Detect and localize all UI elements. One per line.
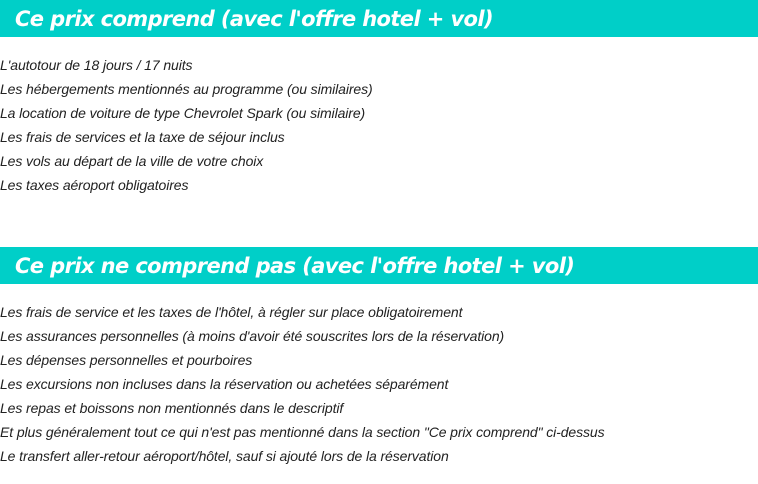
included-section-header	[0, 0, 758, 37]
included-items-list	[0, 53, 373, 197]
excluded-section-title: Ce prix ne comprend pas (avec l'offre hotel + vol)	[15, 253, 575, 278]
list-item: Et plus généralement tout ce qui n'est pas mentionné dans la section "Ce prix comprend" ci-dessus	[0, 424, 605, 440]
list-item: Les repas et boissons non mentionnés dans le descriptif	[0, 400, 344, 416]
list-item: Les excursions non incluses dans la réservation ou achetées séparément	[0, 376, 449, 392]
list-item: Les taxes aéroport obligatoires	[0, 177, 189, 193]
included-section-title: Ce prix comprend (avec l'offre hotel + vol)	[15, 6, 493, 31]
list-item: Le transfert aller-retour aéroport/hôtel, sauf si ajouté lors de la réservation	[0, 448, 449, 464]
list-item: Les vols au départ de la ville de votre choix	[0, 153, 264, 169]
excluded-items-list	[0, 300, 604, 468]
list-item: Les dépenses personnelles et pourboires	[0, 352, 253, 368]
excluded-section-header	[0, 247, 758, 284]
list-item: Les frais de services et la taxe de séjour inclus	[0, 129, 285, 145]
list-item: Les assurances personnelles (à moins d'avoir été souscrites lors de la réservation)	[0, 328, 505, 344]
list-item: La location de voiture de type Chevrolet Spark (ou similaire)	[0, 105, 366, 121]
list-item: Les frais de service et les taxes de l'hôtel, à régler sur place obligatoirement	[0, 304, 463, 320]
list-item: Les hébergements mentionnés au programme (ou similaires)	[0, 81, 373, 97]
list-item: L'autotour de 18 jours / 17 nuits	[0, 57, 193, 73]
